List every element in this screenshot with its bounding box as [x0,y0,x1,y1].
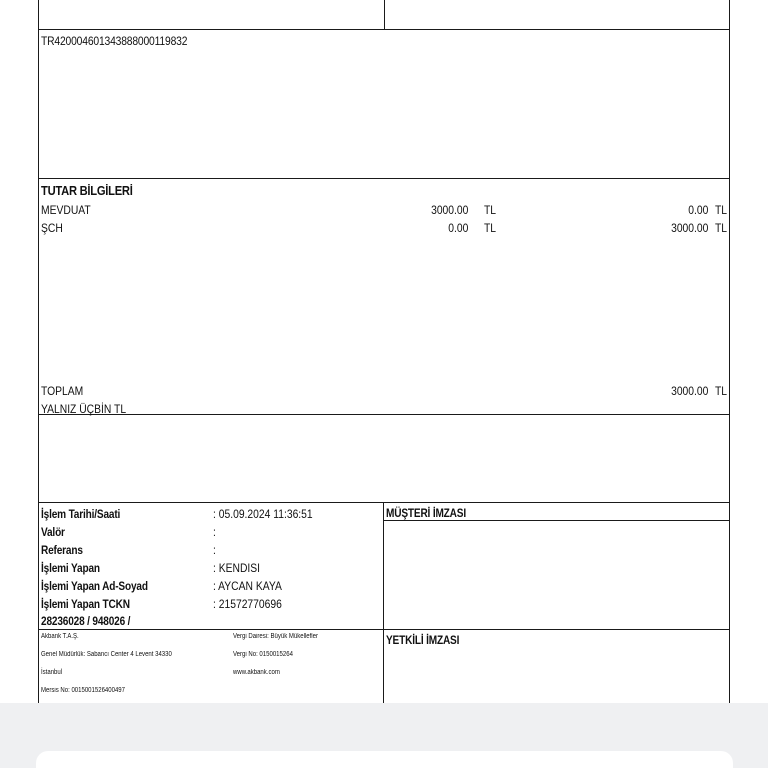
amount-credit-value: 0.00 [687,203,708,217]
info-label: İşlemi Yapan Ad-Soyad [41,579,148,593]
footer-mersis: Mersis No: 0015001526400497 [41,687,126,694]
top-section-divider [38,29,730,30]
info-value: : [213,543,216,557]
amount-section-title: TUTAR BİLGİLERİ [41,183,133,198]
footer-city: İstanbul [41,669,63,676]
info-label: Valör [41,525,65,539]
info-label: İşlem Tarihi/Saati [41,507,121,521]
footer-tax-office: Vergi Dairesi: Büyük Mükellefler [233,633,318,640]
footer-address: Genel Müdürlük: Sabancı Center 4 Levent 34330 [41,651,172,658]
amount-debit-value: 3000.00 [430,203,468,217]
footer-tax-number: Vergi No: 0150015264 [233,651,293,658]
amount-in-words: YALNIZ ÜÇBİN TL [41,402,127,416]
customer-signature-underline [383,520,730,521]
amount-row-label: MEVDUAT [41,203,91,217]
footer-bank-name: Akbank T.A.Ş. [41,633,79,640]
amount-debit-unit: TL [483,221,496,235]
bottom-sheet-card[interactable] [36,751,733,768]
amount-debit-value: 0.00 [447,221,468,235]
transaction-code: 28236028 / 948026 / [41,614,131,628]
amount-section-divider [38,414,730,415]
footer-divider [38,629,730,630]
info-vertical-divider [383,502,384,703]
amount-credit-unit: TL [714,221,727,235]
frame-left-border [38,0,39,703]
iban-section-divider [38,178,730,179]
amount-row-label: ŞCH [41,221,63,235]
total-label: TOPLAM [41,384,84,398]
total-value: 3000.00 [670,384,708,398]
info-label: İşlemi Yapan [41,561,100,575]
total-unit: TL [714,384,727,398]
info-value: : [213,525,216,539]
info-section-divider [38,502,730,503]
footer-website: www.akbank.com [233,669,280,676]
info-label: İşlemi Yapan TCKN [41,597,130,611]
top-divider-vertical [384,0,385,29]
customer-signature-title: MÜŞTERİ İMZASI [386,506,466,520]
info-label: Referans [41,543,83,557]
authorized-signature-title: YETKİLİ İMZASI [386,633,460,647]
info-value: : AYCAN KAYA [213,579,282,593]
iban-text: TR420004601343888000119832 [41,34,188,48]
info-value: : 05.09.2024 11:36:51 [213,507,313,521]
frame-right-border [729,0,730,703]
info-value: : KENDISI [213,561,261,575]
amount-credit-value: 3000.00 [670,221,708,235]
info-value: : 21572770696 [213,597,282,611]
amount-credit-unit: TL [714,203,727,217]
amount-debit-unit: TL [483,203,496,217]
